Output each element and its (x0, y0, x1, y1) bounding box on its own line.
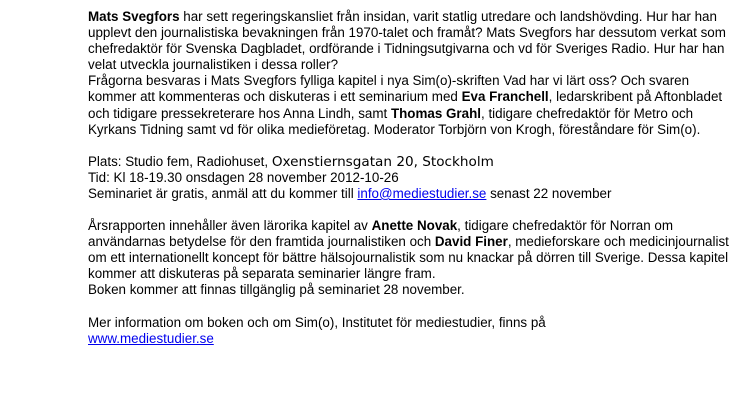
report-text-3: , medieforskare och medicinjournalist om ett internationellt koncept för bättre hälsojournalistik som nu knackar på dörren till Sverige. Dessa kapitel kommer att diskuteras på separata seminarier längre fram. (88, 234, 729, 282)
person-name-anette-novak: Anette Novak (371, 218, 458, 234)
place-label: Plats: Studio fem, Radiohuset, (88, 153, 272, 169)
intro-text: har sett regeringskansliet från insidan, varit statlig utredare och landshövding. Hur har han upplevt den journalistiska bevakningen från 1970-talet och framåt? Mats Svegfors har dessutom verkat som chefredaktör för Svenska Dagbladet, ordförande i Tidningsutgivarna och vd för Sveriges Radio. Hur har han velat utveckla journalistiken i dessa roller? (88, 9, 726, 73)
signup-text: Seminariet är gratis, anmäl att du kommer till (88, 185, 358, 201)
seminar-paragraph (88, 73, 738, 137)
spacer (88, 202, 738, 218)
email-link[interactable]: info@mediestudier.se (357, 185, 487, 201)
event-signup (88, 186, 738, 202)
document-body (88, 9, 738, 347)
book-availability: Boken kommer att finnas tillgänglig på seminariet 28 november. (88, 282, 465, 298)
report-paragraph (88, 218, 738, 282)
seminar-text-2: , ledarskribent på Aftonbladet och tidigare pressekreterare hos Anna Lindh, samt (88, 89, 723, 121)
spacer (88, 299, 738, 315)
report-text-1: Årsrapporten innehåller även lärorika kapitel av (88, 218, 372, 234)
person-name-eva-franchell: Eva Franchell (461, 89, 549, 105)
seminar-text-1: Frågorna besvaras i Mats Svegfors fylliga kapitel i nya Sim(o)-skriften Vad har vi lärt oss? Och svaren kommer att kommenteras och diskuteras i ett seminarium med (88, 73, 690, 105)
more-info-link-line (88, 331, 738, 347)
more-info-text: Mer information om boken och om Sim(o), Institutet för mediestudier, finns på (88, 314, 546, 330)
signup-deadline: senast 22 november (486, 185, 612, 201)
report-text-2: , tidigare chefredaktör för Norran om användarnas betydelse för den framtida journalistiken och (88, 218, 674, 250)
website-link[interactable]: www.mediestudier.se (88, 330, 214, 346)
person-name-thomas-grahl: Thomas Grahl (390, 105, 481, 121)
place-street: Oxenstiernsgatan 20, Stockholm (271, 153, 494, 170)
spacer (88, 138, 738, 154)
seminar-text-3: , tidigare chefredaktör för Metro och Kyrkans Tidning samt vd för olika medieföretag. Moderator Torbjörn von Krogh, föreståndare för Sim(o). (88, 105, 701, 137)
event-place (88, 154, 738, 170)
intro-paragraph (88, 9, 738, 73)
event-time: Tid: Kl 18-19.30 onsdagen 28 november 2012-10-26 (88, 169, 399, 185)
person-name-mats-svegfors: Mats Svegfors (88, 9, 180, 24)
person-name-david-finer: David Finer (434, 234, 508, 250)
